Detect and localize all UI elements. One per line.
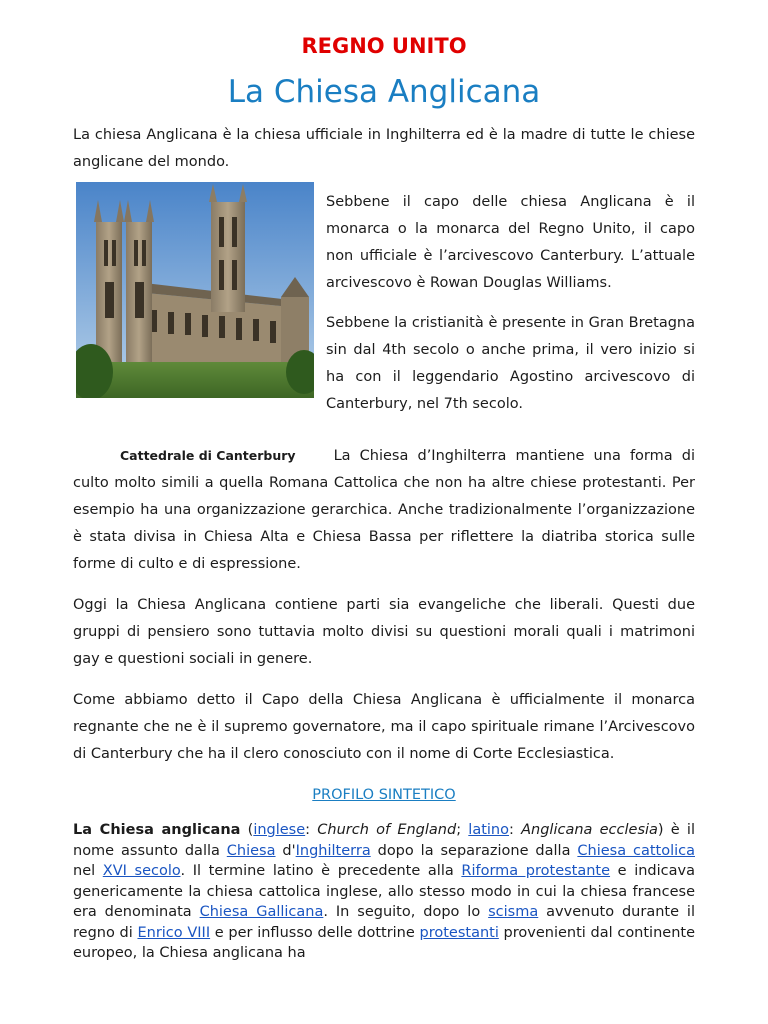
body-paragraph-4 <box>73 442 695 578</box>
link-scisma[interactable]: scisma <box>488 904 539 920</box>
photo-caption: Cattedrale di Canterbury <box>120 448 296 463</box>
link-riforma-protestante[interactable]: Riforma protestante <box>461 863 611 879</box>
section-heading[interactable]: PROFILO SINTETICO <box>312 787 456 803</box>
header-kicker: REGNO UNITO <box>301 34 467 58</box>
profile-text: d' <box>275 842 296 859</box>
link-chiesa[interactable]: Chiesa <box>226 842 276 859</box>
profile-text: ( <box>240 822 254 838</box>
link-xvi-secolo[interactable]: XVI secolo <box>102 863 181 879</box>
body-paragraph-6: Come abbiamo detto il Capo della Chiesa Anglicana è ufficialmente il monarca regnante che ne è il supremo governatore, ma il capo spirituale rimane l’Arcivescovo di Canterbury che ha il clero conosciuto con il nome di Corte Ecclesiastica. <box>73 692 695 762</box>
profile-latin-name: Anglicana ecclesia <box>521 822 658 838</box>
link-inghilterra[interactable]: Inghilterra <box>295 842 371 859</box>
intro-paragraph-3: Sebbene la cristianità è presente in Gran Bretagna sin dal 4th secolo o anche prima, il vero inizio si ha con il leggendario Agostino arcivescovo di Canterbury, nel 7th secolo. <box>326 315 695 412</box>
profile-text: . In seguito, dopo lo <box>323 904 489 920</box>
profile-text: e indicava genericamente la chiesa cattolica inglese, allo stesso modo in cui la chiesa francese era denominata <box>73 863 695 920</box>
intro-paragraph-1: La chiesa Anglicana è la chiesa ufficiale in Inghilterra ed è la madre di tutte le chiese anglicane del mondo. <box>73 127 695 170</box>
profile-text: ) è il nome assunto dalla <box>73 822 695 859</box>
profile-text: dopo la separazione dalla <box>370 842 578 859</box>
link-latino[interactable]: latino <box>468 822 509 838</box>
body-column <box>73 122 695 964</box>
profile-text: e per influsso delle dottrine <box>210 924 420 941</box>
page-title: La Chiesa Anglicana <box>227 74 541 110</box>
profile-paragraph <box>73 820 695 964</box>
profile-text: . Il termine latino è precedente alla <box>180 863 462 879</box>
link-protestanti[interactable]: protestanti <box>419 924 499 941</box>
profile-text: ; <box>456 822 469 838</box>
body-paragraph-5: Oggi la Chiesa Anglicana contiene parti sia evangeliche che liberali. Questi due gruppi di pensiero sono tuttavia molto divisi su questioni morali quali i matrimoni gay e questioni sociali in genere. <box>73 597 695 667</box>
profile-text: nel <box>73 863 103 879</box>
link-chiesa-gallicana[interactable]: Chiesa Gallicana <box>199 904 324 920</box>
profile-english-name: Church of England <box>317 822 457 838</box>
profile-text: : <box>305 822 318 838</box>
cathedral-photo <box>76 182 314 398</box>
profile-text: provenienti dal continente europeo, la Chiesa anglicana ha <box>73 924 695 961</box>
profile-text: avvenuto durante il regno di <box>73 904 695 941</box>
link-chiesa-cattolica[interactable]: Chiesa cattolica <box>577 842 695 859</box>
intro-paragraph-2: Sebbene il capo delle chiesa Anglicana è il monarca o la monarca del Regno Unito, il capo non ufficiale è l’arcivescovo Canterbury. L’attuale arcivescovo è Rowan Douglas Williams. <box>326 194 695 291</box>
link-enrico-viii[interactable]: Enrico VIII <box>137 924 211 941</box>
link-inglese[interactable]: inglese <box>253 822 306 838</box>
profile-text: : <box>509 822 522 838</box>
body-paragraph-4-text: La Chiesa d’Inghilterra mantiene una forma di culto molto simili a quella Romana Cattolica che non ha altre chiese protestanti. Per esempio ha una organizzazione gerarchica. Anche tradizionalmente l’organizzazione è stata divisa in Chiesa Alta e Chiesa Bassa per riflettere la diatriba storica sulle forme di culto e di espressione. <box>73 448 695 572</box>
profile-term: La Chiesa anglicana <box>73 822 241 838</box>
